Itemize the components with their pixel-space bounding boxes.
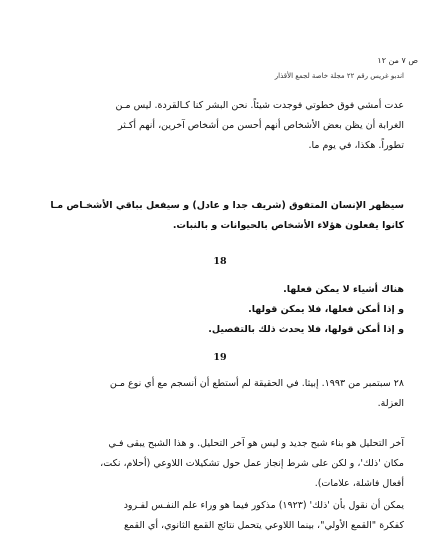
text-line: عدت أمشي فوق خطوتي فوجدت شيئاً. نحن البشر كنا كـالقردة. ليس مـن	[115, 100, 404, 111]
section-19-repression-paragraph	[18, 496, 404, 536]
text-line: أفعال فاشلة، علامات).	[314, 478, 404, 489]
text-line: هناك أشياء لا يمكن فعلها.	[283, 284, 404, 295]
text-line: سيظهر الإنسان المتفوق (شريف جدا و عادل) و سيفعل بباقي الأشخـاص مـا	[50, 200, 404, 211]
text-line: كانوا يفعلون هؤلاء الأشخاص بالحيوانات و بالنبات.	[172, 220, 404, 231]
text-line: مكان 'ذلك'، و لكن على شرط إنجاز عمل حول تشكيلات اللاوعي (أحلام، نكت،	[100, 458, 404, 469]
section-19-date-paragraph	[18, 374, 404, 414]
section-19-analysis-paragraph	[18, 434, 404, 494]
text-line: ٢٨ سبتمبر من ١٩٩٣. إبيثا. في الحقيقة لم أستطع أن أنسجم مع أي نوع مـن	[109, 378, 404, 389]
text-line: الغرابة أن يظن بعض الأشخاص أنهم أحسن من أشخاص آخرين، أنهم أكـثر	[117, 120, 404, 131]
paragraph-monkeys	[18, 96, 404, 156]
text-line: آخر التحليل هو بناء شبح جديد و ليس هو آخر التحليل. و هذا الشبح يبقى فـي	[108, 438, 404, 449]
text-line: العزلة.	[377, 398, 404, 409]
section-number-19: 19	[213, 352, 227, 363]
running-header: اندبو غريس رقم ٢٢ مجلة خاصة لجمع الأقذار	[274, 72, 404, 80]
section-number-18: 18	[213, 256, 227, 267]
text-line: و إذا أمكن قولها، فلا يحدث ذلك بالتفصيل.	[208, 324, 404, 335]
text-line: كفكرة "القمع الأولي"، بينما اللاوعي يتحمل نتائج القمع الثانوي، أي القمع	[124, 520, 404, 531]
section-18-text	[18, 280, 404, 340]
text-line: و إذا أمكن فعلها، فلا يمكن قولها.	[248, 304, 404, 315]
page-number: ص ٧ من ١٢	[377, 56, 418, 65]
text-line: تطوراً. هكذا، في يوم ما.	[308, 140, 404, 151]
text-line: يمكن أن نقول بأن 'ذلك' (١٩٢٣) مذكور فيما هو وراء علم النفـس لفـرود	[123, 500, 404, 511]
paragraph-superior-human	[18, 196, 404, 236]
